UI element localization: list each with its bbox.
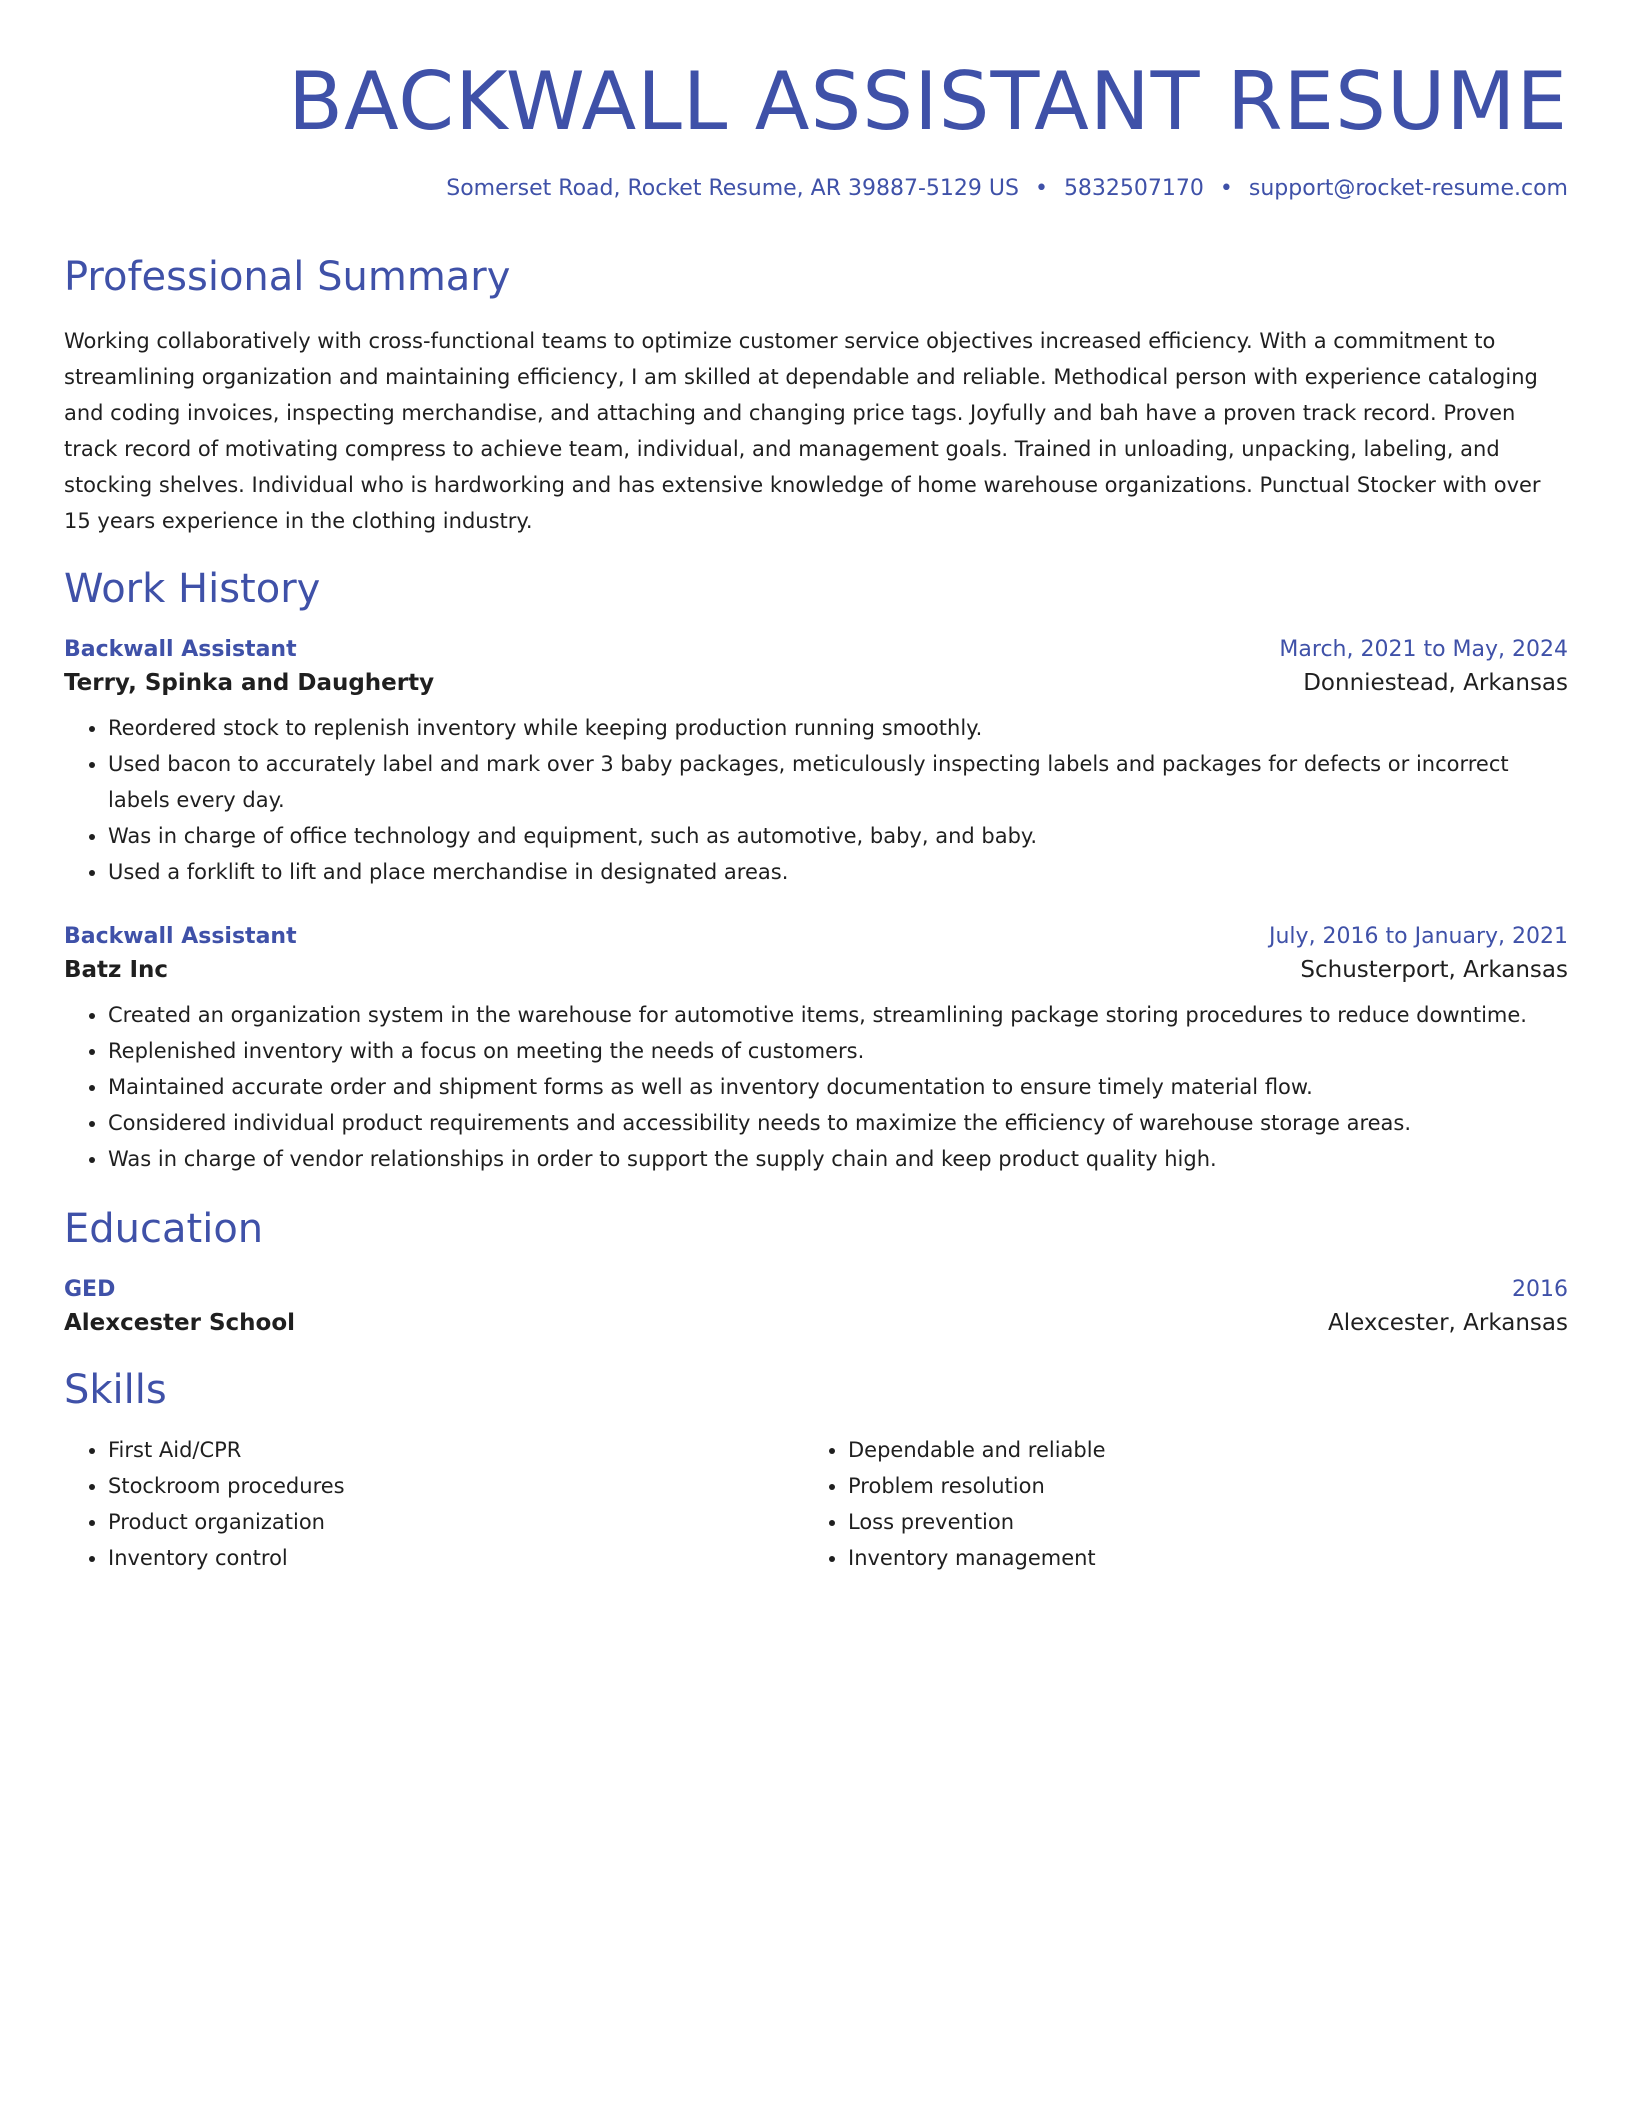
summary-text: Working collaboratively with cross-functional teams to optimize customer service objectives increased efficiency. With a commitment to streamlining organization and maintaining efficiency, I am skilled at dependable and reliable. Methodical person with experience cataloging and coding invoices, inspecting merchandise, and attaching and changing price tags. Joyfully and bah have a proven track record. Proven track record of motivating compress to achieve team, individual, and management goals. Trained in unloading, unpacking, labeling, and stocking shelves. Individual who is hardworking and has extensive knowledge of home warehouse organizations. Punctual Stocker with over 15 years experience in the clothing industry. (64, 329, 1541, 533)
contact-email: support@rocket-resume.com (1248, 176, 1568, 201)
job-duty: • Considered individual product requirements and accessibility needs to maximize the efficiency of warehouse storage areas. (108, 1105, 1568, 1141)
skills-heading: Skills (64, 1367, 167, 1413)
education-heading: Education (64, 1206, 264, 1252)
education-section (64, 1205, 1568, 1336)
summary-heading: Professional Summary (64, 254, 511, 300)
contact-separator: • (1034, 176, 1048, 201)
job-dates: July, 2016 to January, 2021 (1269, 924, 1568, 949)
job-duty: • Maintained accurate order and shipment forms as well as inventory documentation to ensure timely material flow. (108, 1069, 1568, 1105)
contact-line (64, 176, 1568, 201)
job-location: Schusterport, Arkansas (1300, 957, 1568, 983)
skill-item: • Problem resolution (848, 1468, 1544, 1504)
education-entry (64, 1277, 1568, 1336)
skill-item: • Product organization (108, 1504, 804, 1540)
job-company: Terry, Spinka and Daugherty (64, 670, 435, 696)
job-duty: • Used a forklift to lift and place merchandise in designated areas. (108, 854, 1568, 890)
job-dates: March, 2021 to May, 2024 (1279, 637, 1568, 662)
contact-address: Somerset Road, Rocket Resume, AR 39887-5129 US (446, 176, 1019, 201)
job-duty: • Reordered stock to replenish inventory while keeping production running smoothly. (108, 710, 1568, 746)
education-header-row (64, 1277, 1568, 1302)
skills-column-right (804, 1432, 1544, 1576)
job-duty: • Replenished inventory with a focus on meeting the needs of customers. (108, 1033, 1568, 1069)
job-title: Backwall Assistant (64, 637, 297, 662)
job-company-row (64, 957, 1568, 983)
job-duty: • Created an organization system in the warehouse for automotive items, streamlining package storing procedures to reduce downtime. (108, 997, 1568, 1033)
job-company-row (64, 670, 1568, 696)
job-title: Backwall Assistant (64, 924, 297, 949)
contact-phone: 5832507170 (1063, 176, 1204, 201)
work-history-section (64, 565, 1568, 1177)
job-location: Donniestead, Arkansas (1303, 670, 1568, 696)
job-duty: • Was in charge of office technology and equipment, such as automotive, baby, and baby. (108, 818, 1568, 854)
skill-item: • Dependable and reliable (848, 1432, 1544, 1468)
job-company: Batz Inc (64, 957, 169, 983)
job-duty: • Used bacon to accurately label and mark over 3 baby packages, meticulously inspecting labels and packages for defects or incorrect labels every day. (108, 746, 1568, 818)
skill-item: • Inventory management (848, 1540, 1544, 1576)
education-degree: GED (64, 1277, 116, 1302)
education-location: Alexcester, Arkansas (1328, 1310, 1568, 1336)
job-header-row (64, 637, 1568, 662)
skills-list-left (64, 1432, 804, 1576)
skill-item: • Inventory control (108, 1540, 804, 1576)
skill-item: • First Aid/CPR (108, 1432, 804, 1468)
job-header-row (64, 924, 1568, 949)
summary-section (64, 253, 1568, 539)
contact-separator: • (1219, 176, 1233, 201)
skill-item: • Loss prevention (848, 1504, 1544, 1540)
resume-header (64, 56, 1568, 201)
job-entry (64, 924, 1568, 1177)
skill-item: • Stockroom procedures (108, 1468, 804, 1504)
resume-title: BACKWALL ASSISTANT RESUME (288, 55, 1568, 148)
job-duties-list (64, 710, 1568, 890)
skills-section (64, 1366, 1568, 1576)
skills-list-right (804, 1432, 1544, 1576)
education-school-row (64, 1310, 1568, 1336)
job-entry (64, 637, 1568, 890)
job-duties-list (64, 997, 1568, 1177)
job-duty: • Was in charge of vendor relationships in order to support the supply chain and keep product quality high. (108, 1141, 1568, 1177)
education-year: 2016 (1512, 1277, 1568, 1302)
skills-column-left (64, 1432, 804, 1576)
work-history-heading: Work History (64, 566, 321, 612)
skills-grid (64, 1432, 1568, 1576)
education-school: Alexcester School (64, 1310, 296, 1336)
